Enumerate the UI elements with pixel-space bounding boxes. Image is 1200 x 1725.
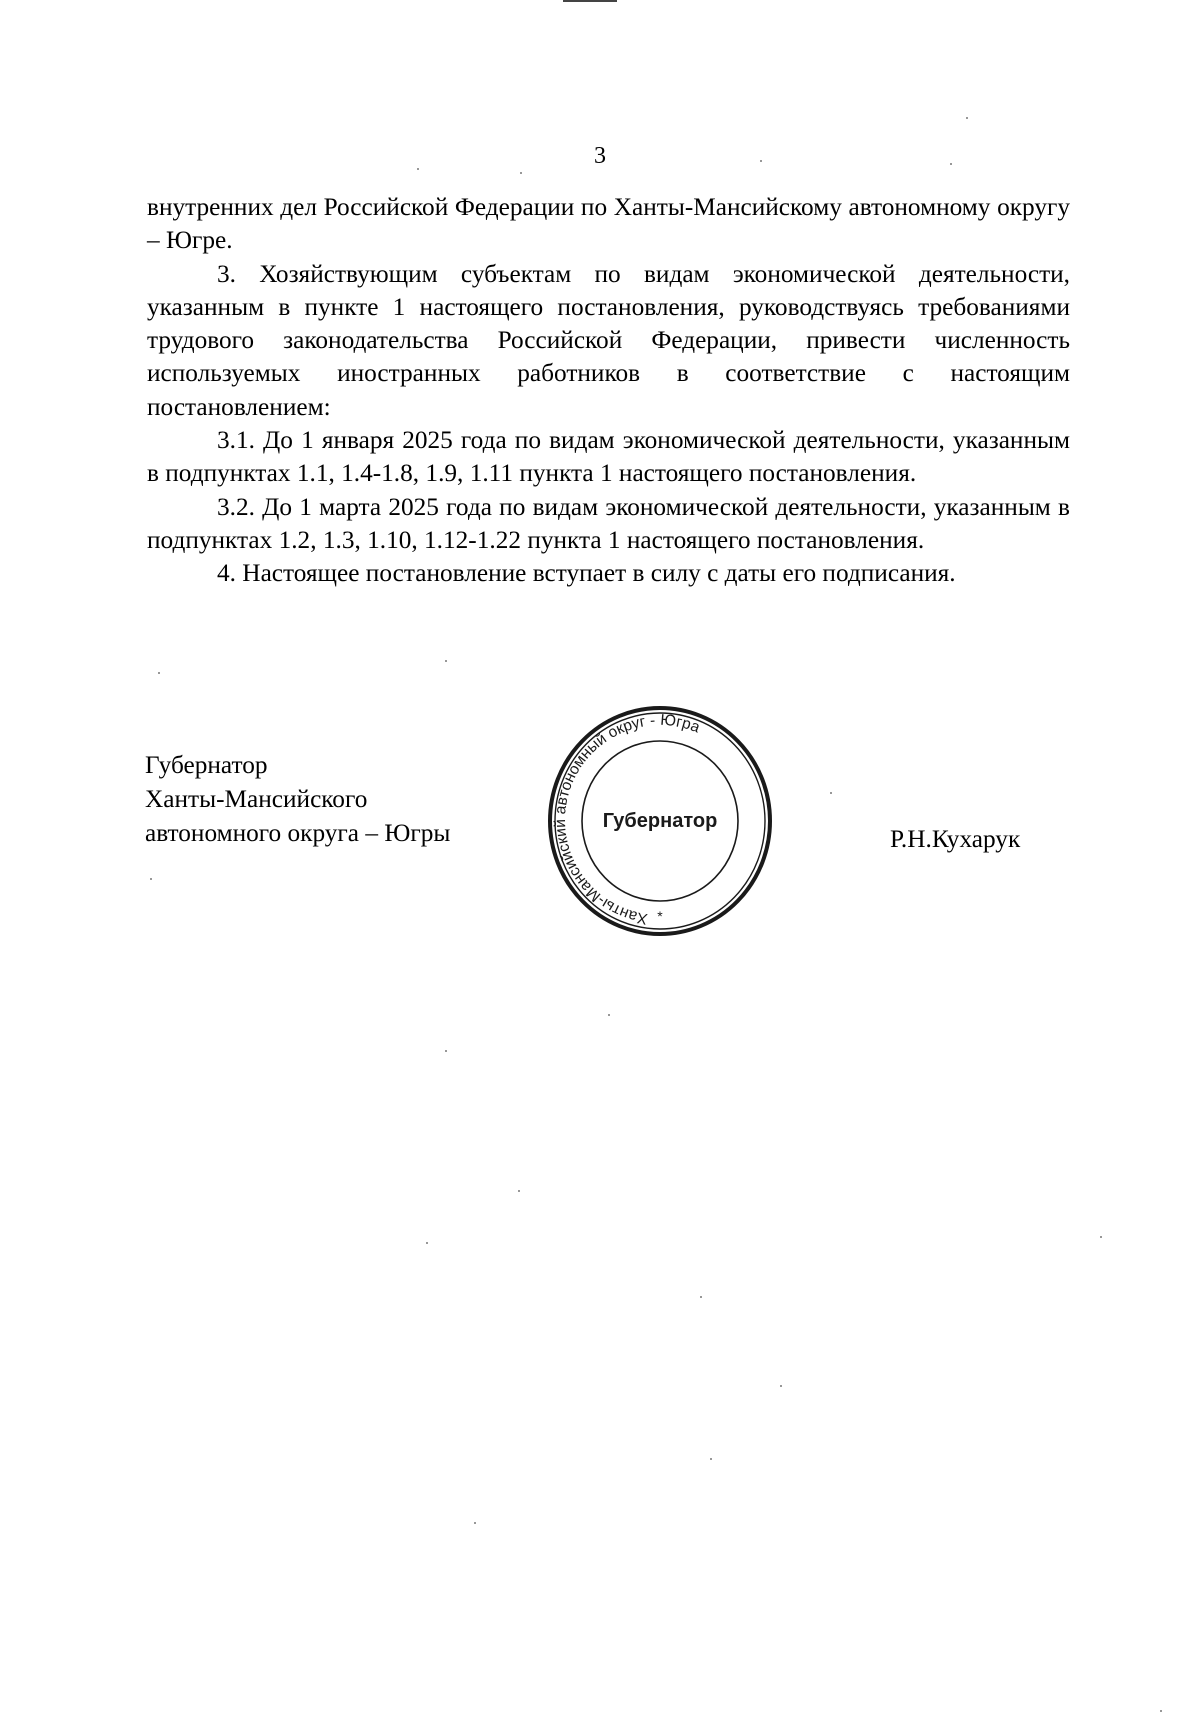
- paragraph-continuation: внутренних дел Российской Федерации по Ханты-Мансийскому автономному округу – Югре.: [147, 193, 1070, 255]
- scan-speck: [780, 1385, 782, 1387]
- scan-speck: [417, 168, 419, 170]
- document-body: [147, 191, 1070, 591]
- official-seal: [545, 702, 775, 940]
- scan-speck: [760, 160, 762, 162]
- scan-speck: [445, 660, 447, 662]
- scan-speck: [474, 1522, 476, 1524]
- paragraph-item-3-2: 3.2. До 1 марта 2025 года по видам экономической деятельности, указанным в подпунктах 1.2, 1.3, 1.10, 1.12-1.22 пункта 1 настоящего постановления.: [147, 492, 1070, 554]
- scan-speck: [445, 1050, 447, 1052]
- scan-edge-mark: [563, 0, 617, 2]
- seal-star: *: [657, 908, 663, 924]
- paragraph-item-3-1: 3.1. До 1 января 2025 года по видам экономической деятельности, указанным в подпунктах 1.1, 1.4-1.8, 1.9, 1.11 пункта 1 настоящего постановления.: [147, 426, 1070, 488]
- paragraph-item-3: 3. Хозяйствующим субъектам по видам экономической деятельности, указанным в пункте 1 настоящего постановления, руководствуясь требованиями трудового законодательства Российской Федерации, привести численность используемых иностранных работников в соответствие с настоящим постановлением:: [147, 259, 1070, 421]
- scan-speck: [950, 163, 952, 165]
- scan-speck: [608, 1014, 610, 1016]
- scan-speck: [830, 792, 832, 794]
- scan-speck: [1160, 1710, 1162, 1712]
- signatory-title-line: Губернатор: [145, 751, 268, 779]
- scan-speck: [710, 1458, 712, 1460]
- scan-speck: [1100, 1236, 1102, 1238]
- scan-speck: [520, 172, 522, 174]
- scan-speck: [158, 672, 160, 674]
- scan-speck: [518, 1190, 520, 1192]
- scan-speck: [700, 1296, 702, 1298]
- signatory-title-line: автономного округа – Югры: [145, 819, 451, 847]
- scan-speck: [966, 117, 968, 119]
- signatory-title: [145, 748, 450, 850]
- seal-center-text: Губернатор: [602, 810, 718, 832]
- scan-speck: [150, 878, 152, 880]
- scan-speck: [426, 1242, 428, 1244]
- signatory-title-line: Ханты-Мансийского: [145, 785, 368, 813]
- paragraph-item-4: 4. Настоящее постановление вступает в силу с даты его подписания.: [217, 559, 956, 588]
- page-number: 3: [594, 143, 606, 169]
- seal-ring-text: Ханты-Мансийский автономный округ - Югра: [551, 711, 703, 928]
- signatory-name: Р.Н.Кухарук: [890, 825, 1021, 853]
- seal-graphic: [545, 702, 775, 940]
